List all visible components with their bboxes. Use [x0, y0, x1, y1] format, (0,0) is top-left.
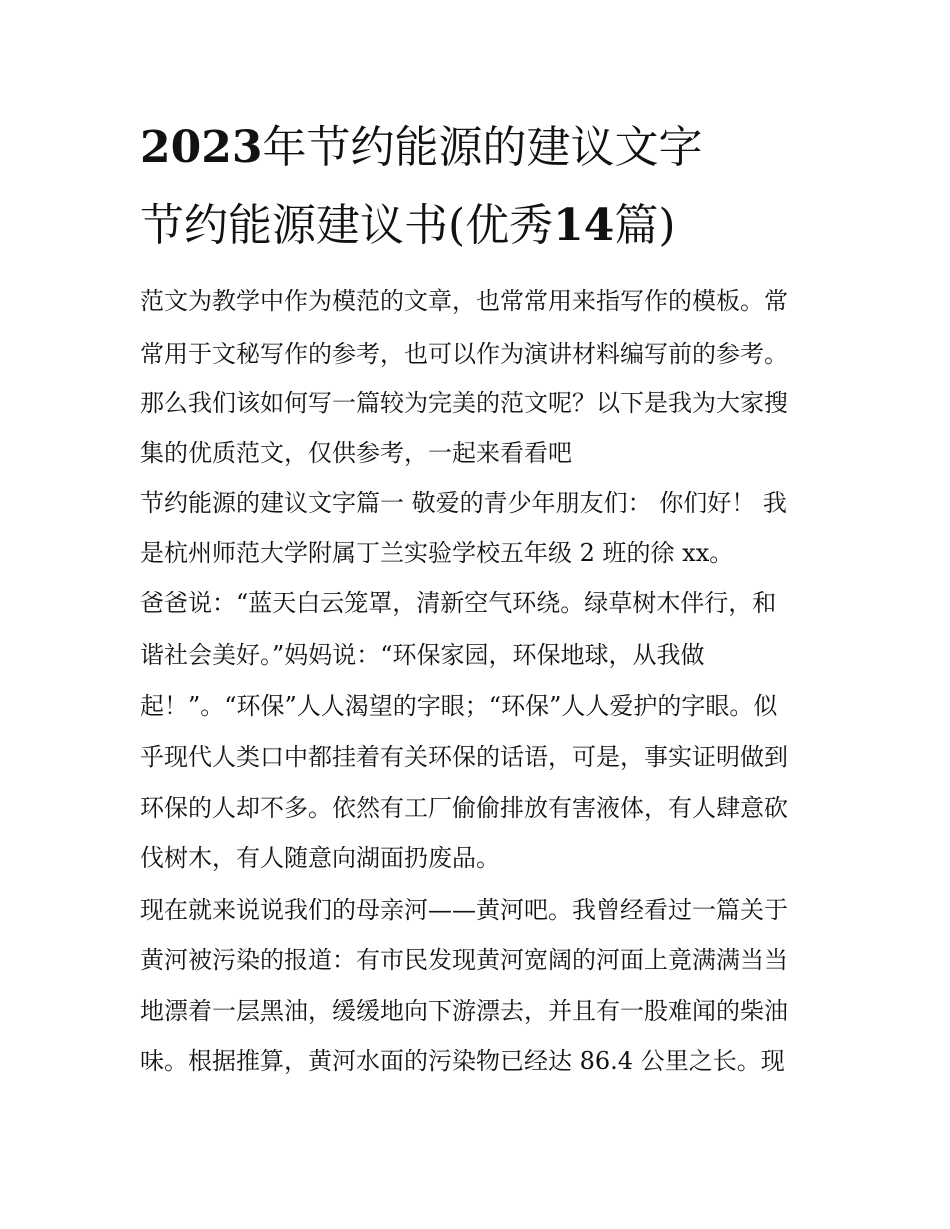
body-line: 伐树木，有人随意向湖面扔废品。 — [140, 844, 500, 872]
title-line-1-text: 年节约能源的建议文字 — [262, 122, 703, 173]
body-line: 是杭州师范大学附属丁兰实验学校五年级 2 班的徐 xx。 — [140, 539, 734, 567]
title-line-2-text-b: 篇) — [614, 200, 676, 251]
body-line: 谐社会美好。”妈妈说：“环保家园，环保地球，从我做 — [140, 641, 705, 669]
title-line-1 — [140, 122, 840, 174]
title-line-2 — [140, 200, 840, 252]
body-line: 现在就来说说我们的母亲河——黄河吧。我曾经看过一篇关于 — [140, 896, 788, 924]
body-line: 味。根据推算，黄河水面的污染物已经达 86.4 公里之长。现 — [140, 1047, 785, 1075]
body-line: 节约能源的建议文字篇一 敬爱的青少年朋友们： 你们好！ 我 — [140, 489, 787, 517]
body-line: 那么我们该如何写一篇较为完美的范文呢？以下是我为大家搜 — [140, 389, 788, 417]
body-line: 地漂着一层黑油，缓缓地向下游漂去，并且有一股难闻的柴油 — [140, 997, 788, 1025]
body-line: 常用于文秘写作的参考，也可以作为演讲材料编写前的参考。 — [140, 340, 788, 368]
body-line: 环保的人却不多。依然有工厂偷偷排放有害液体，有人肆意砍 — [140, 794, 788, 822]
title-year: 2023 — [140, 122, 263, 173]
body-line: 黄河被污染的报道：有市民发现黄河宽阔的河面上竟满满当当 — [140, 946, 788, 974]
body-line: 范文为教学中作为模范的文章，也常常用来指写作的模板。常 — [140, 287, 788, 315]
body-line: 乎现代人类口中都挂着有关环保的话语，可是，事实证明做到 — [140, 743, 788, 771]
title-line-2-text-a: 节约能源建议书(优秀 — [140, 200, 554, 251]
body-line: 爸爸说：“蓝天白云笼罩，清新空气环绕。绿草树木伴行，和 — [140, 589, 777, 617]
title-count: 14 — [553, 200, 615, 251]
body-line: 集的优质范文，仅供参考，一起来看看吧 — [140, 439, 572, 467]
body-line: 起！”。“环保”人人渴望的字眼；“环保”人人爱护的字眼。似 — [140, 692, 778, 720]
